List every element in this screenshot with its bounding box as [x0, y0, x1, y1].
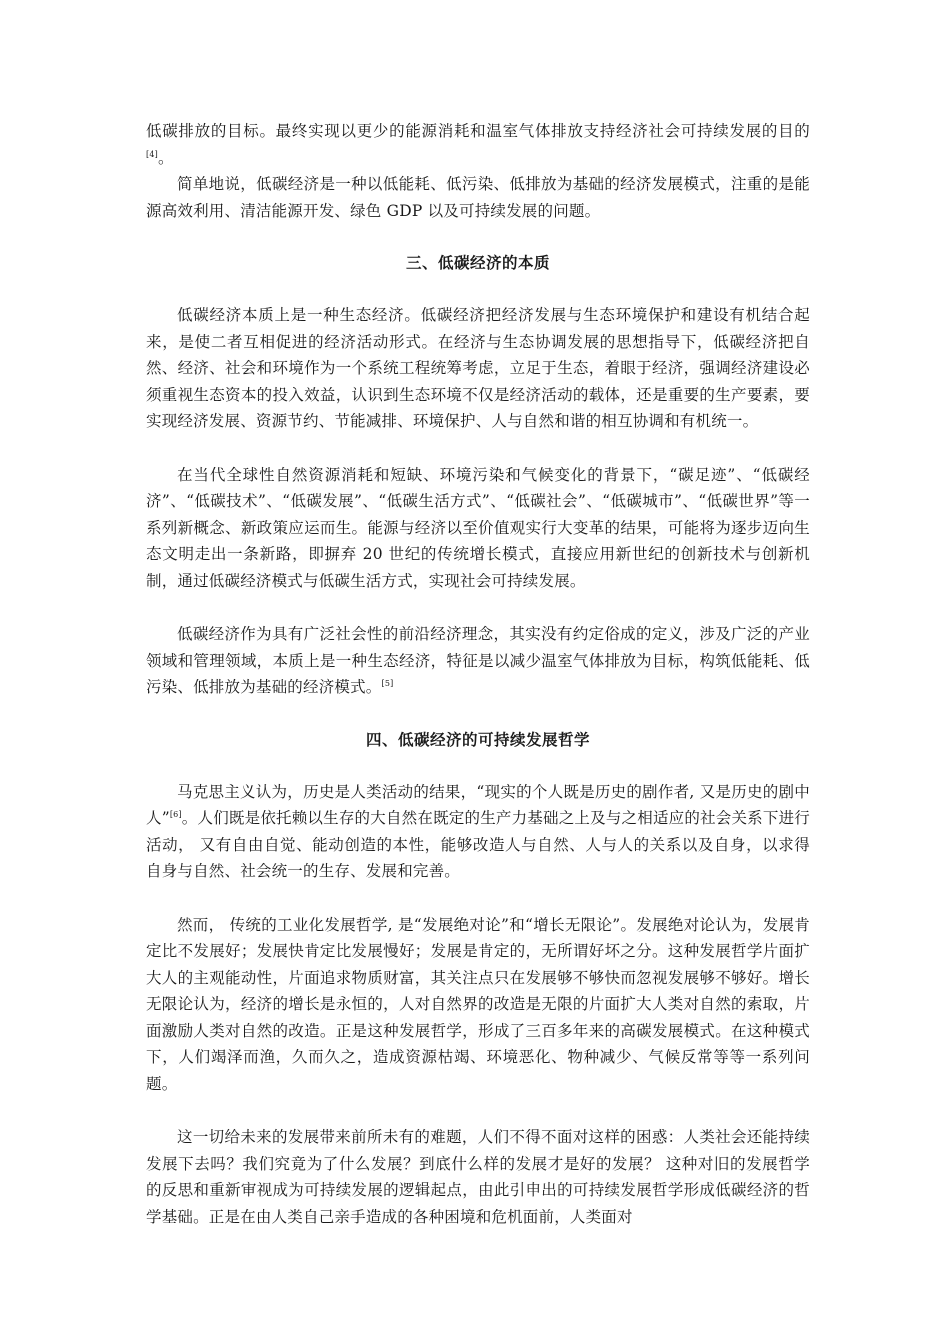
section-3-heading: 三、低碳经济的本质	[405, 253, 550, 272]
section-3-paragraph-1: 低碳经济本质上是一种生态经济。低碳经济把经济发展与生态环境保护和建设有机结合起来，是使二者互相促进的经济活动形式。在经济与生态协调发展的思想指导下，低碳经济把自然、经济、社会和环境作为一个系统工程统筹考虑，立足于生态，着眼于经济，强调经济建设必须重视生态资本的投入效益，认识到生态环境不仅是经济活动的载体，还是重要的生产要素，要实现经济发展、资源节约、节能减排、环境保护、人与自然和谐的相互协调和有机统一。	[146, 306, 810, 430]
section-3-paragraph-2: 在当代全球性自然资源消耗和短缺、环境污染和气候变化的背景下，“碳足迹”、“低碳经济”、“低碳技术”、“低碳发展”、“低碳生活方式”、“低碳社会”、“低碳城市”、“低碳世界”等一系列新概念、新政策应运而生。能源与经济以至价值观实行大变革的结果，可能将为逐步迈向生态文明走出一条新路，即摒弃 20 世纪的传统增长模式，直接应用新世纪的创新技术与创新机制，通过低碳经济模式与低碳生活方式，实现社会可持续发展。	[146, 465, 810, 590]
section-4-heading: 四、低碳经济的可持续发展哲学	[365, 729, 590, 749]
section-4-paragraph-1-after: 。人们既是依托赖以生存的大自然在既定的生产力基础之上及与之相适应的社会关系下进行活动， 又有自由自觉、能动创造的本性，能够改造人与自然、人与人的关系以及自身，以求得自身与自然、社会统一的生存、发展和完善。	[146, 809, 810, 880]
citation-5: [5]	[381, 679, 394, 688]
section-4-paragraph-1	[146, 779, 810, 885]
section-4-paragraph-1-before: 马克思主义认为，历史是人类活动的结果，“现实的个人既是历史的剧作者, 又是历史的剧中人”	[146, 782, 810, 827]
section-4-paragraph-3: 这一切给未来的发展带来前所未有的难题，人们不得不面对这样的困惑：人类社会还能持续发展下去吗？我们究竟为了什么发展？到底什么样的发展才是好的发展？ 这种对旧的发展哲学的反思和重新审视成为可持续发展的逻辑起点，由此引申出的可持续发展哲学形成低碳经济的哲学基础。正是在由人类自己亲手造成的各种困境和危机面前，人类面对	[146, 1128, 810, 1226]
intro-paragraph-1-text: 低碳排放的目标。最终实现以更少的能源消耗和温室气体排放支持经济社会可持续发展的目的	[146, 122, 810, 140]
intro-paragraph-1	[146, 118, 810, 171]
section-3-paragraph-3-text: 低碳经济作为具有广泛社会性的前沿经济理念，其实没有约定俗成的定义，涉及广泛的产业领域和管理领域，本质上是一种生态经济，特征是以减少温室气体排放为目标，构筑低能耗、低污染、低排放为基础的经济模式。	[146, 625, 810, 696]
document-page	[146, 118, 810, 1230]
citation-4: [4]	[146, 149, 158, 159]
intro-paragraph-1-end: 。	[157, 148, 174, 167]
citation-6: [6]	[169, 810, 182, 819]
intro-paragraph-2: 简单地说，低碳经济是一种以低能耗、低污染、低排放为基础的经济发展模式，注重的是能源高效利用、清洁能源开发、绿色 GDP 以及可持续发展的问题。	[146, 175, 810, 220]
section-4-paragraph-2: 然而， 传统的工业化发展哲学, 是“发展绝对论”和“增长无限论”。发展绝对论认为，发展肯定比不发展好；发展快肯定比发展慢好；发展是肯定的，无所谓好坏之分。这种发展哲学片面扩大人的主观能动性，片面追求物质财富，其关注点只在发展够不够快而忽视发展够不够好。增长无限论认为，经济的增长是永恒的，人对自然界的改造是无限的片面扩大人类对自然的索取，片面激励人类对自然的改造。正是这种发展哲学，形成了三百多年来的高碳发展模式。在这种模式下，人们竭泽而渔，久而久之，造成资源枯竭、环境恶化、物种减少、气候反常等等一系列问题。	[146, 915, 810, 1093]
section-3-paragraph-3	[146, 621, 810, 701]
